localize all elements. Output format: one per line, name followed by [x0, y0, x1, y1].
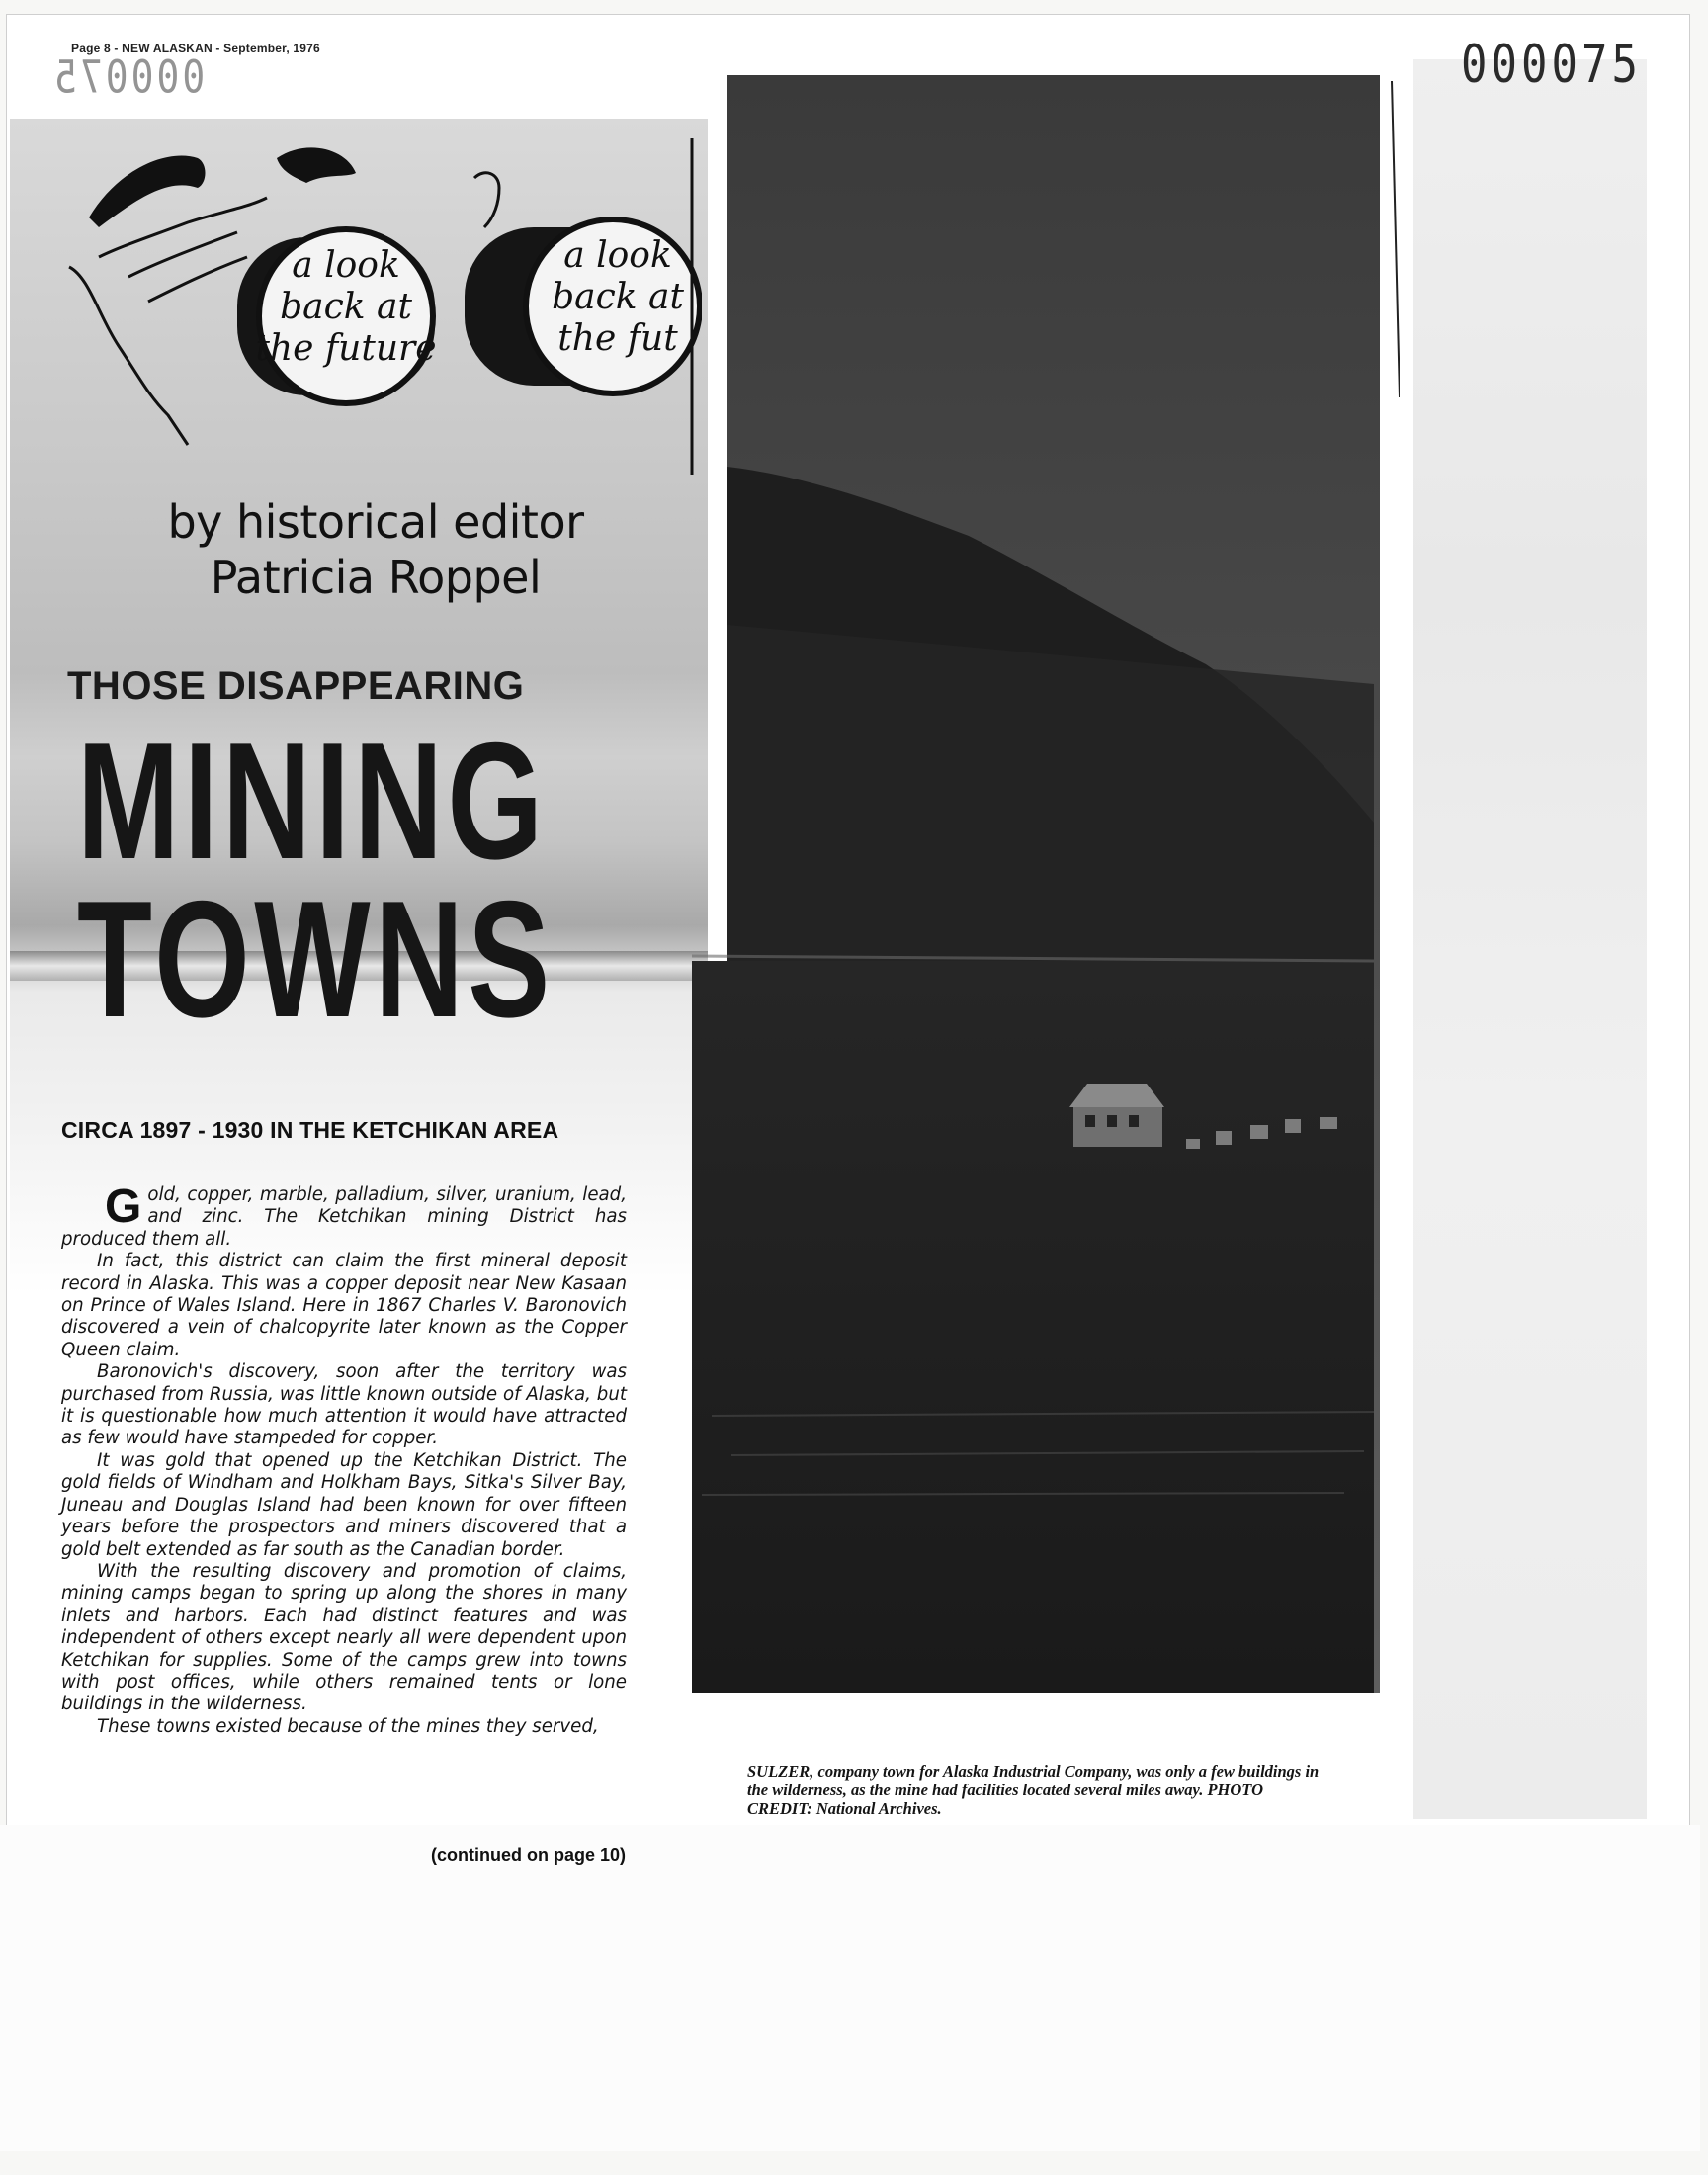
lens-text-1: a look	[292, 245, 400, 286]
headline-line-2: TOWNS	[77, 866, 555, 1052]
eyebrow-right-icon	[277, 147, 356, 183]
continued-jump: (continued on page 10)	[431, 1845, 627, 1865]
article-paragraph: These towns existed because of the mines they served,	[97, 1715, 599, 1737]
water	[692, 961, 1374, 1693]
byline	[119, 494, 633, 605]
article-paragraph: Gold, copper, marble, palladium, silver, uranium, lead, and zinc. The Ketchikan mining District has produced them all.	[61, 1180, 627, 1250]
lens-text-3: the future	[255, 328, 437, 369]
running-head: Page 8 - NEW ALASKAN - September, 1976	[71, 42, 320, 55]
article-paragraph: With the resulting discovery and promotion of claims, mining camps began to spring up along the shores in many inlets and harbors. Each had distinct features and was independent of others except nearly all were dependent upon Ketchikan for supplies. Some of the camps grew into towns with post offices, while others remained tents or lone buildings in the wilderness.	[61, 1560, 627, 1715]
photo-caption: SULZER, company town for Alaska Industrial Company, was only a few buildings in the wilderness, as the mine had facilities located several miles away. PHOTO CREDIT: National Archives.	[747, 1762, 1320, 1818]
drop-cap: G	[105, 1180, 142, 1233]
sulzer-photograph	[692, 71, 1400, 1693]
headline-kicker: THOSE DISAPPEARING	[67, 664, 525, 708]
lens2-text-3: the fut	[557, 318, 678, 359]
lens2-text-1: a look	[563, 235, 672, 276]
scan-shadow	[1413, 59, 1647, 1819]
hand-right-icon	[474, 173, 499, 227]
lens-text-2: back at	[280, 287, 412, 327]
binoculars-illustration	[59, 129, 702, 484]
byline-author: Patricia Roppel	[210, 551, 542, 604]
headline	[77, 708, 555, 1052]
byline-role: by historical editor	[167, 495, 584, 549]
headline-line-1: MINING	[77, 708, 548, 894]
blank-margin	[0, 1825, 1700, 2151]
article-body	[61, 1180, 627, 1738]
article-paragraph: In fact, this district can claim the first mineral deposit record in Alaska. This was a copper deposit near New Kasaan on Prince of Wales Island. Here in 1867 Charles V. Baronovich discovered a vein of chalcopyrite later known as the Copper Queen claim.	[61, 1251, 627, 1360]
subheadline: CIRCA 1897 - 1930 IN THE KETCHIKAN AREA	[61, 1117, 559, 1143]
house-icon	[1069, 1084, 1164, 1147]
article-paragraph: It was gold that opened up the Ketchikan District. The gold fields of Windham and Holkham Bays, Sitka's Silver Bay, Juneau and Douglas Island had been known for over fifteen years before the prospectors and miners discovered that a gold belt extended as far south as the Canadian border.	[61, 1449, 627, 1560]
article-paragraph: Baronovich's discovery, soon after the territory was purchased from Russia, was little known outside of Alaska, but it is questionable how much attention it would have attracted as few would have stampeded for copper.	[61, 1361, 627, 1449]
bleed-through-stamp: 000075	[51, 50, 206, 104]
eyebrow-left-icon	[89, 156, 206, 228]
page-stamp: 000075	[1461, 34, 1642, 96]
lens2-text-2: back at	[552, 277, 684, 317]
